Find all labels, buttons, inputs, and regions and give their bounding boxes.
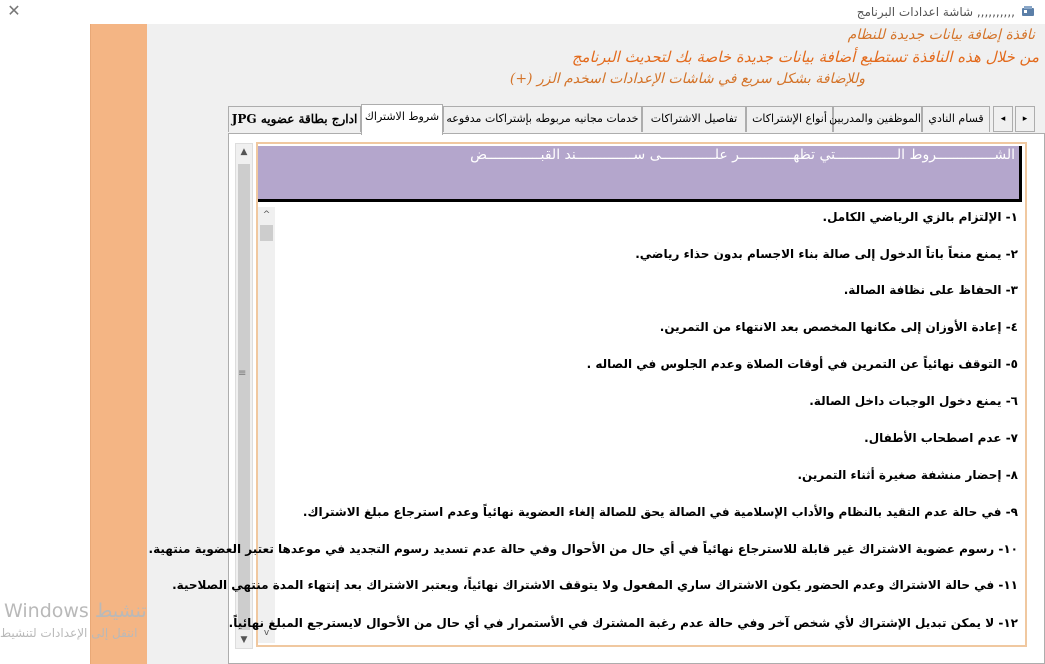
terms-heading-bar — [258, 146, 1022, 202]
rule-item: ١٠- رسوم عضوية الاشتراك غير قابلة للاسترجاع نهائياً في أي حال من الأحوال وفي حالة عدم تسديد رسوم التجديد في موعدها تعتبر العضوية منتهية. — [148, 542, 1018, 556]
inner-scroll-thumb[interactable] — [260, 225, 273, 241]
outer-scrollbar[interactable] — [235, 143, 253, 649]
watermark-title: تنشيط Windows — [4, 600, 147, 622]
tab-scroll-right-button[interactable]: ▸ — [1015, 106, 1035, 132]
rule-item: ٧- عدم اصطحاب الأطفال. — [864, 431, 1018, 445]
scroll-down-arrow-icon[interactable]: ▼ — [240, 635, 248, 645]
header-hint: وللإضافة بشكل سريع في شاشات الإعدادات اسخدم الزر (+) — [509, 71, 865, 87]
tab-staff-trainers[interactable]: الموظفين والمدربين — [833, 106, 922, 132]
left-blank-area — [0, 24, 90, 664]
rule-item: ١١- في حالة الاشتراك وعدم الحضور يكون الاشتراك ساري المفعول ولا يتوقف الاشتراك نهائياً، ويعتبر الاشتراك بعد إنتهاء المدة منتهي الصلاحية. — [172, 578, 1018, 592]
tab-scroll-left-button[interactable]: ◂ — [993, 106, 1013, 132]
rule-item: ٣- الحفاظ على نظافة الصالة. — [843, 283, 1018, 297]
tab-membership-card[interactable]: ادارج بطاقة عضويه JPG — [228, 106, 361, 132]
rule-item: ٨- إحضار منشفة صغيرة أثناء التمرين. — [797, 468, 1018, 482]
title-bar — [0, 0, 1045, 24]
rule-item: ٤- إعادة الأوزان إلى مكانها المخصص بعد الانتهاء من التمرين. — [659, 320, 1018, 334]
rule-item: ١- الإلتزام بالزي الرياضي الكامل. — [822, 210, 1018, 224]
rule-item: ٦- يمنع دخول الوجبات داخل الصالة. — [809, 394, 1018, 408]
terms-textbox[interactable] — [148, 207, 1020, 643]
side-strip — [90, 24, 148, 664]
header-description: من خلال هذه النافذة تستطيع أضافة بيانات جديدة خاصة بك لتحديث البرنامج — [571, 48, 1039, 66]
inner-scroll-down-icon[interactable]: v — [263, 628, 270, 638]
tab-free-services[interactable]: خدمات مجانيه مربوطه بإشتراكات مدفوعه — [443, 106, 642, 132]
header-banner — [147, 24, 1045, 102]
scroll-up-arrow-icon[interactable]: ▲ — [240, 147, 248, 157]
watermark-subtitle: انتقل إلى الإعدادات لتنشيط — [0, 626, 138, 640]
terms-heading: الشــــــــــــــروط الـــــــــــــــتي تظهـــــــــــــر علـــــــــــــى ســــــــــــــند القبـــــــــــــض — [470, 147, 1015, 163]
tab-strip — [228, 104, 1045, 134]
header-title: نافذة إضافة بيانات جديدة للنظام — [847, 27, 1035, 43]
grip-icon: ≡ — [238, 368, 247, 379]
tab-club-sections[interactable]: قسام النادي — [922, 106, 990, 132]
rule-item: ٩- في حالة عدم التقيد بالنظام والأداب الإسلامية في الصالة يحق للصالة إلغاء العضوية نهائياً وعدم استرجاع مبلغ الاشتراك. — [302, 505, 1018, 519]
rule-item: ٢- يمنع منعاً باتاً الدخول إلى صالة بناء الاجسام بدون حذاء رياضي. — [635, 247, 1018, 261]
inner-scroll-up-icon[interactable]: ^ — [262, 210, 271, 220]
tab-subscription-terms[interactable]: شروط الاشتراك — [361, 104, 443, 135]
scroll-thumb[interactable] — [238, 164, 250, 630]
rule-item: ١٢- لا يمكن تبديل الإشتراك لأي شخص آخر وفي حالة عدم رغبة المشترك في الأستمرار في أي حال من الأحوال لايسترجع المبلغ نهائياً. — [228, 616, 1018, 630]
app-icon — [1021, 5, 1035, 18]
tab-subscription-details[interactable]: تفاصيل الاشتراكات — [642, 106, 746, 132]
tab-subscription-types[interactable]: أنواع الإشتراكات — [746, 106, 833, 132]
window-title: ,,,,,,,,,, شاشة اعدادات البرنامج — [856, 5, 1015, 19]
close-icon[interactable]: ✕ — [7, 1, 21, 20]
rule-item: ٥- التوقف نهائياً عن التمرين في أوقات الصلاة وعدم الجلوس في الصاله . — [586, 357, 1018, 371]
